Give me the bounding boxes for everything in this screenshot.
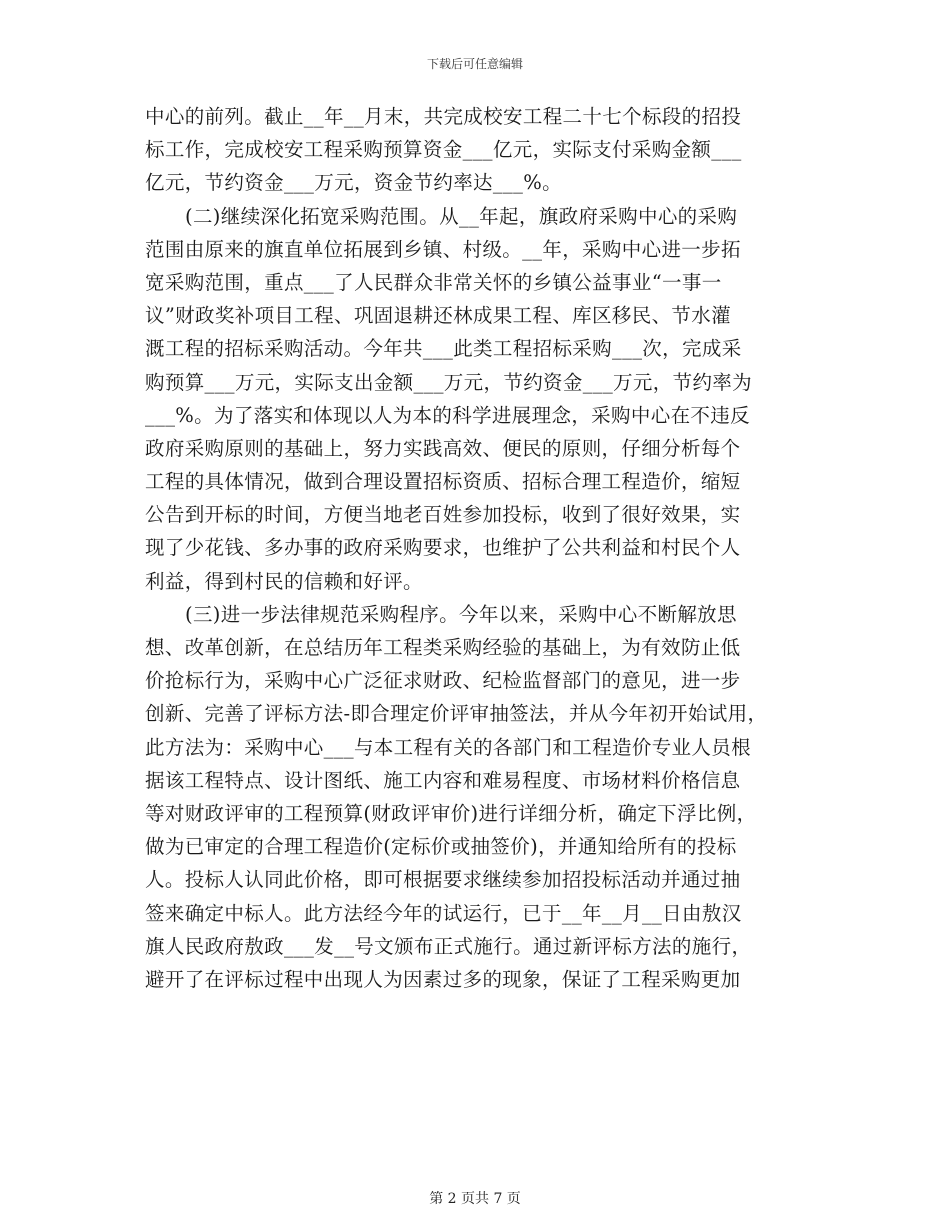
text-line: 公告到开标的时间，方便当地老百姓参加投标，收到了很好效果，实: [145, 503, 741, 527]
text-line: 中心的前列。截止__年__月末，共完成校安工程二十七个标段的招投: [145, 105, 742, 128]
text-line: 做为已审定的合理工程造价(定标价或抽签价)，并通知给所有的投标: [145, 835, 737, 859]
text-line: ___%。为了落实和体现以人为本的科学进展理念，采购中心在不违反: [145, 403, 750, 427]
text-line: 亿元，节约资金___万元，资金节约率达___%。: [145, 171, 562, 195]
text-line: 标工作，完成校安工程采购预算资金___亿元，实际支付采购金额___: [145, 138, 742, 162]
text-line: 宽采购范围，重点___了人民群众非常关怀的乡镇公益事业“一事一: [145, 270, 722, 294]
text-line: 工程的具体情况，做到合理设置招标资质、招标合理工程造价，缩短: [145, 470, 741, 494]
text-line: 等对财政评审的工程预算(财政评审价)进行详细分析，确定下浮比例，: [145, 801, 757, 825]
text-line: (二)继续深化拓宽采购范围。从__年起，旗政府采购中心的采购: [185, 204, 738, 228]
text-line: 溉工程的招标采购活动。今年共___此类工程招标采购___次，完成采: [145, 337, 742, 361]
text-line: (三)进一步法律规范采购程序。今年以来，采购中心不断解放思: [185, 602, 737, 626]
document-body: [145, 100, 805, 996]
text-line: 政府采购原则的基础上，努力实践高效、便民的原则，仔细分析每个: [145, 436, 741, 460]
text-line: 据该工程特点、设计图纸、施工内容和难易程度、市场材料价格信息: [145, 768, 741, 792]
text-line: 旗人民政府敖政___发__号文颁布正式施行。通过新评标方法的施行，: [145, 934, 752, 958]
text-line: 现了少花钱、多办事的政府采购要求，也维护了公共利益和村民个人: [145, 536, 741, 560]
text-line: 议”财政奖补项目工程、巩固退耕还林成果工程、库区移民、节水灌: [145, 304, 731, 328]
text-line: 利益，得到村民的信赖和好评。: [145, 569, 423, 593]
text-line: 签来确定中标人。此方法经今年的试运行，已于__年__月__日由敖汉: [145, 901, 742, 925]
page-footer: 第 2 页共 7 页: [429, 1191, 521, 1207]
text-line: 价抢标行为，采购中心广泛征求财政、纪检监督部门的意见，进一步: [145, 669, 741, 693]
text-line: 购预算___万元，实际支出金额___万元，节约资金___万元，节约率为: [145, 370, 753, 394]
text-line: 范围由原来的旗直单位拓展到乡镇、村级。__年，采购中心进一步拓: [145, 237, 741, 261]
text-line: 避开了在评标过程中出现人为因素过多的现象，保证了工程采购更加: [145, 967, 741, 991]
text-line: 创新、完善了评标方法-即合理定价评审抽签法，并从今年初开始试用，: [145, 702, 768, 726]
text-line: 人。投标人认同此价格，即可根据要求继续参加招投标活动并通过抽: [145, 868, 741, 892]
text-line: 此方法为：采购中心___与本工程有关的各部门和工程造价专业人员根: [145, 735, 751, 759]
text-line: 想、改革创新，在总结历年工程类采购经验的基础上，为有效防止低: [145, 636, 741, 659]
page-header: 下载后可任意编辑: [426, 57, 523, 71]
